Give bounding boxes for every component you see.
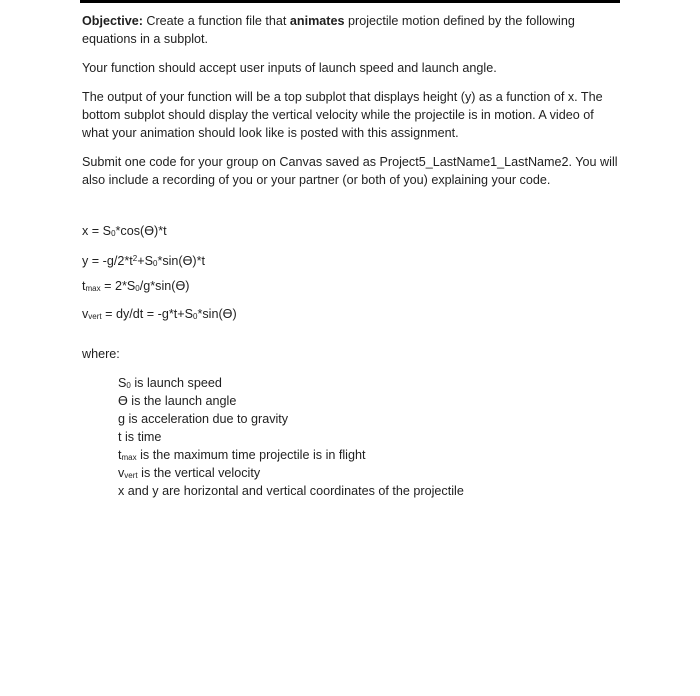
equation-x: $x = S_0*\cos(ϴ)*t$: [82, 224, 167, 238]
equation-tmax: $t_{max} = 2*S_0/g*\sin(ϴ)$: [82, 279, 190, 293]
objective-text-before: Create a function file that: [142, 14, 290, 28]
objective-label: Objective:: [82, 14, 143, 28]
document-body: [82, 12, 618, 500]
submit-paragraph: Submit one code for your group on Canvas saved as Project5_LastName1_LastName2. You will also include a recording of you or your partner (or both of you) explaining your code.: [82, 155, 618, 187]
equation-vvert: $v_{vert} = dy/dt = -g*t+S_0*\sin(ϴ)$: [82, 306, 237, 321]
definition-t: t is time: [118, 429, 162, 444]
definition-vvert: $v_{vert}$ is the vertical velocity: [118, 465, 261, 480]
equations: [82, 222, 618, 323]
definitions-list: [118, 374, 618, 500]
definition-xy: x and y are horizontal and vertical coordinates of the projectile: [118, 483, 464, 498]
objective-text-after: projectile motion defined by the following equations in a subplot.: [82, 14, 575, 46]
objective-paragraph: [82, 12, 618, 48]
equation-y: $y = -g/2*t^2+S_0*\sin(ϴ)*t$: [82, 253, 206, 268]
definition-theta: ϴ is the launch angle: [118, 393, 237, 408]
top-rule: [80, 0, 620, 3]
where-label: where:: [82, 346, 120, 361]
definition-s0: $S_0$ is launch speed: [118, 375, 222, 390]
objective-emphasis: animates: [289, 14, 345, 28]
definition-tmax: $t_{max}$ is the maximum time projectile is in flight: [118, 447, 366, 462]
inputs-paragraph: Your function should accept user inputs of launch speed and launch angle.: [82, 61, 497, 75]
output-paragraph: The output of your function will be a top subplot that displays height (y) as a function of x. The bottom subplot should display the vertical velocity while the projectile is in motion. A video of what your animation should look like is posted with this assignment.: [82, 90, 603, 140]
definition-g: g is acceleration due to gravity: [118, 411, 289, 426]
